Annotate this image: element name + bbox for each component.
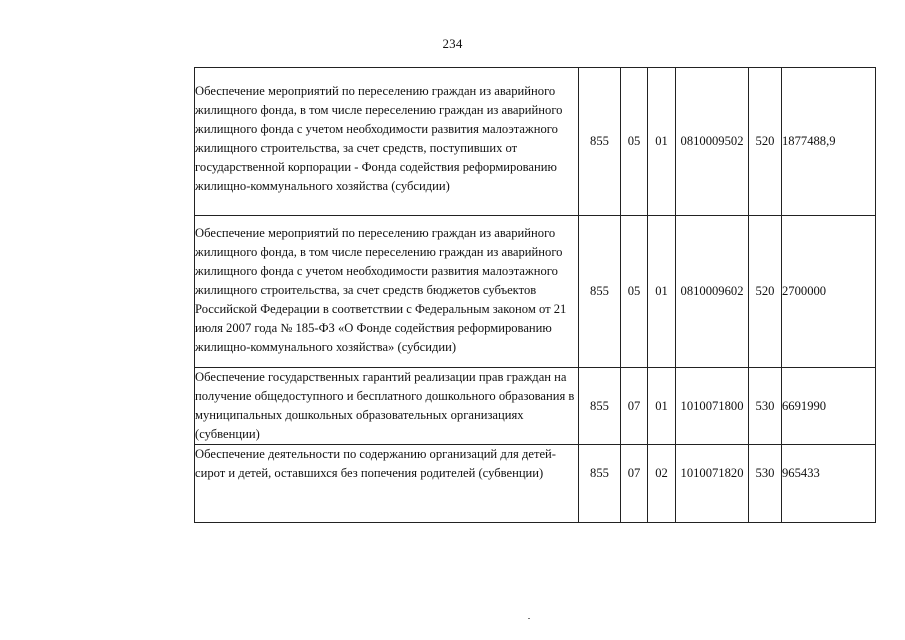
amount: 2700000 xyxy=(782,216,876,368)
target-article-code: 1010071820 xyxy=(676,445,749,523)
row-description: Обеспечение мероприятий по переселению граждан из аварийного жилищного фонда, в том числе переселению граждан из аварийного жилищного фонда с учетом необходимости развития малоэтажного жилищного строительства, за счет средств бюджетов субъектов Российской Федерации в соответствии с Федеральным законом от 21 июля 2007 года № 185-ФЗ «О Фонде содействия реформированию жилищно-коммунального хозяйства» (субсидии) xyxy=(195,216,579,368)
table-row xyxy=(195,216,876,368)
subsection-code: 01 xyxy=(648,68,676,216)
subsection-code: 02 xyxy=(648,445,676,523)
budget-table xyxy=(194,67,876,523)
row-description: Обеспечение мероприятий по переселению граждан из аварийного жилищного фонда, в том числе переселению граждан из аварийного жилищного фонда с учетом необходимости развития малоэтажного жилищного строительства, за счет средств, поступивших от государственной корпорации - Фонда содействия реформированию жилищно-коммунального хозяйства (субсидии) xyxy=(195,68,579,216)
page-number: 234 xyxy=(442,36,463,51)
section-code: 05 xyxy=(621,216,648,368)
ministry-code: 855 xyxy=(579,216,621,368)
ministry-code: 855 xyxy=(579,445,621,523)
amount: 6691990 xyxy=(782,368,876,445)
target-article-code: 0810009502 xyxy=(676,68,749,216)
section-code: 05 xyxy=(621,68,648,216)
amount: 965433 xyxy=(782,445,876,523)
ministry-code: 855 xyxy=(579,368,621,445)
expense-type-code: 520 xyxy=(749,68,782,216)
section-code: 07 xyxy=(621,368,648,445)
expense-type-code: 520 xyxy=(749,216,782,368)
row-description: Обеспечение деятельности по содержанию организаций для детей-сирот и детей, оставшихся без попечения родителей (субвенции) xyxy=(195,445,579,523)
scan-speck xyxy=(528,618,530,619)
amount: 1877488,9 xyxy=(782,68,876,216)
expense-type-code: 530 xyxy=(749,445,782,523)
target-article-code: 0810009602 xyxy=(676,216,749,368)
row-description: Обеспечение государственных гарантий реализации прав граждан на получение общедоступного и бесплатного дошкольного образования в муниципальных дошкольных образовательных организациях (субвенции) xyxy=(195,368,579,445)
table-row xyxy=(195,68,876,216)
subsection-code: 01 xyxy=(648,216,676,368)
expense-type-code: 530 xyxy=(749,368,782,445)
target-article-code: 1010071800 xyxy=(676,368,749,445)
table-row xyxy=(195,445,876,523)
section-code: 07 xyxy=(621,445,648,523)
subsection-code: 01 xyxy=(648,368,676,445)
ministry-code: 855 xyxy=(579,68,621,216)
table-row xyxy=(195,368,876,445)
